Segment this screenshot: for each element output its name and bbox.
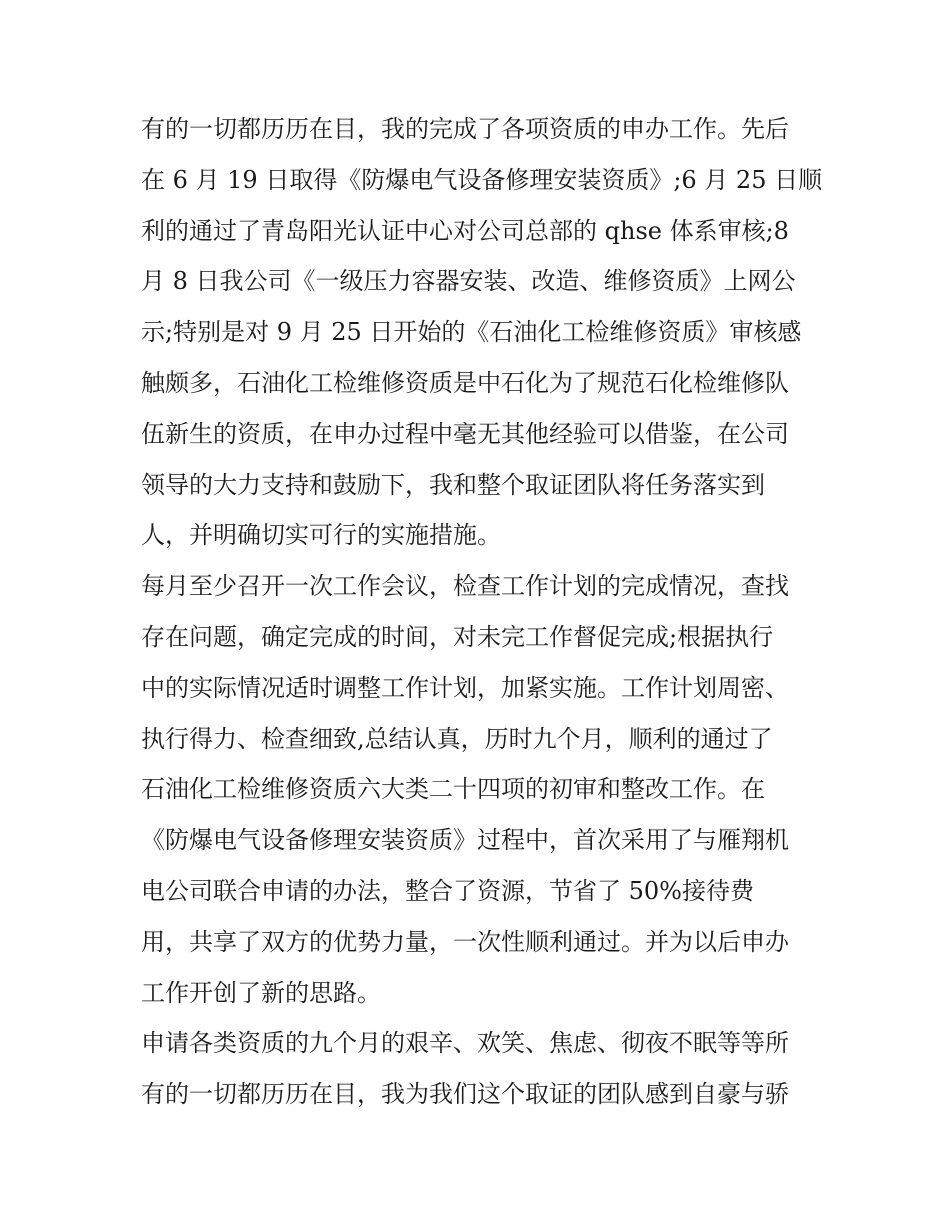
text-line: 领导的大力支持和鼓励下，我和整个取证团队将任务落实到 — [141, 470, 765, 499]
document-body — [141, 104, 821, 1120]
text-line: 利的通过了青岛阳光认证中心对公司总部的 qhse 体系审核;8 — [141, 216, 789, 245]
text-line: 申请各类资质的九个月的艰辛、欢笑、焦虑、彻夜不眠等等所 — [141, 1029, 789, 1058]
text-line: 示;特别是对 9 月 25 日开始的《石油化工检维修资质》审核感 — [141, 318, 802, 347]
text-line: 《防爆电气设备修理安装资质》过程中，首次采用了与雁翔机 — [141, 826, 789, 855]
text-line: 月 8 日我公司《一级压力容器安装、改造、维修资质》上网公 — [141, 267, 796, 296]
text-line: 工作开创了新的思路。 — [141, 978, 381, 1007]
text-line: 有的一切都历历在目，我为我们这个取证的团队感到自豪与骄 — [141, 1080, 789, 1109]
text-line: 中的实际情况适时调整工作计划，加紧实施。工作计划周密、 — [141, 673, 789, 702]
text-line: 人，并明确切实可行的实施措施。 — [141, 521, 501, 550]
text-line: 伍新生的资质，在申办过程中毫无其他经验可以借鉴，在公司 — [141, 419, 789, 448]
text-line: 每月至少召开一次工作会议，检查工作计划的完成情况，查找 — [141, 572, 789, 601]
text-line: 存在问题，确定完成的时间，对未完工作督促完成;根据执行 — [141, 622, 774, 651]
text-line: 石油化工检维修资质六大类二十四项的初审和整改工作。在 — [141, 775, 765, 804]
text-line: 触颇多，石油化工检维修资质是中石化为了规范石化检维修队 — [141, 368, 789, 397]
text-line: 电公司联合申请的办法，整合了资源，节省了 50%接待费 — [141, 876, 754, 905]
text-line: 用，共享了双方的优势力量，一次性顺利通过。并为以后申办 — [141, 927, 789, 956]
text-line: 有的一切都历历在目，我的完成了各项资质的申办工作。先后 — [141, 115, 789, 143]
text-line: 执行得力、检查细致,总结认真，历时九个月，顺利的通过了 — [141, 724, 773, 753]
text-line: 在 6 月 19 日取得《防爆电气设备修理安装资质》;6 月 25 日顺 — [141, 165, 823, 194]
